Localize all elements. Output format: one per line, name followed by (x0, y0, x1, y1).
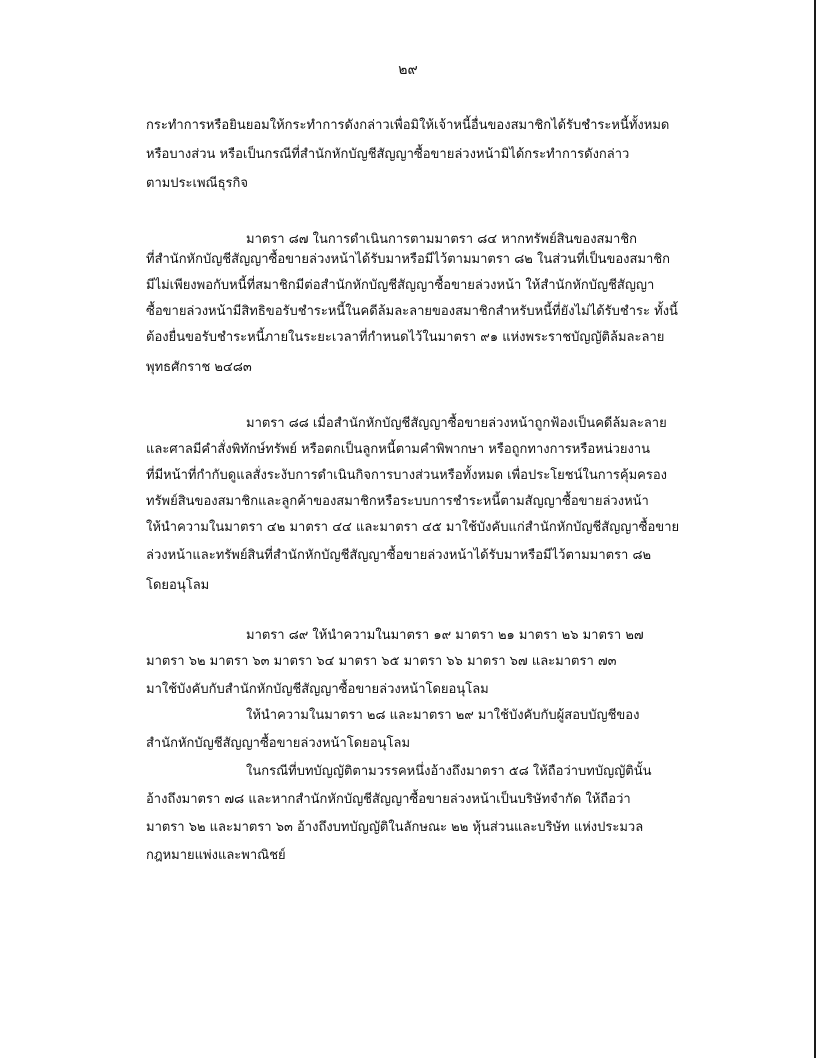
text-line: กฎหมายแพ่งและพาณิชย์ (146, 848, 286, 863)
text-line: ซื้อขายล่วงหน้ามีสิทธิขอรับชำระหนี้ในคดีล้มละลายของสมาชิกสำหรับหนี้ที่ยังไม่ได้รับชำระ ทั้งนี้ (146, 304, 678, 319)
text-line: มาตรา ๖๒ และมาตรา ๖๓ อ้างถึงบทบัญญัติในลักษณะ ๒๒ หุ้นส่วนและบริษัท แห่งประมวล (146, 820, 644, 835)
text-line: มีไม่เพียงพอกับหนี้ที่สมาชิกมีต่อสำนักหักบัญชีสัญญาซื้อขายล่วงหน้า ให้สำนักหักบัญชีสัญญา (146, 278, 655, 293)
text-line: ในกรณีที่บทบัญญัติตามวรรคหนึ่งอ้างถึงมาตรา ๕๘ ให้ถือว่าบทบัญญัตินั้น (246, 764, 652, 779)
text-line: มาตรา ๘๘ เมื่อสำนักหักบัญชีสัญญาซื้อขายล่วงหน้าถูกฟ้องเป็นคดีล้มละลาย (246, 416, 667, 431)
text-line: มาใช้บังคับกับสำนักหักบัญชีสัญญาซื้อขายล่วงหน้าโดยอนุโลม (146, 682, 489, 697)
page-number: ๒๙ (398, 62, 418, 78)
text-line: ให้นำความในมาตรา ๔๒ มาตรา ๔๔ และมาตรา ๔๕ มาใช้บังคับแก่สำนักหักบัญชีสัญญาซื้อขาย (146, 520, 680, 535)
text-line: มาตรา ๘๙ ให้นำความในมาตรา ๑๙ มาตรา ๒๑ มาตรา ๒๖ มาตรา ๒๗ (246, 628, 644, 643)
text-line: หรือบางส่วน หรือเป็นกรณีที่สำนักหักบัญชีสัญญาซื้อขายล่วงหน้ามิได้กระทำการดังกล่าว (146, 147, 630, 162)
text-line: อ้างถึงมาตรา ๗๘ และหากสำนักหักบัญชีสัญญาซื้อขายล่วงหน้าเป็นบริษัทจำกัด ให้ถือว่า (146, 792, 631, 807)
text-line: สำนักหักบัญชีสัญญาซื้อขายล่วงหน้าโดยอนุโลม (146, 736, 411, 751)
text-line: ที่สำนักหักบัญชีสัญญาซื้อขายล่วงหน้าได้รับมาหรือมีไว้ตามมาตรา ๘๒ ในส่วนที่เป็นของสมาชิก (146, 252, 671, 267)
text-line: และศาลมีคำสั่งพิทักษ์ทรัพย์ หรือตกเป็นลูกหนี้ตามคำพิพากษา หรือถูกทางการหรือหน่วยงาน (146, 442, 651, 457)
text-line: มาตรา ๘๗ ในการดำเนินการตามมาตรา ๘๔ หากทรัพย์สินของสมาชิก (246, 232, 638, 247)
text-line: กระทำการหรือยินยอมให้กระทำการดังกล่าวเพื่อมิให้เจ้าหนี้อื่นของสมาชิกได้รับชำระหนี้ทั้งหมด (146, 118, 670, 133)
text-line: ต้องยื่นขอรับชำระหนี้ภายในระยะเวลาที่กำหนดไว้ในมาตรา ๙๑ แห่งพระราชบัญญัติล้มละลาย (146, 330, 665, 345)
text-line: ที่มีหน้าที่กำกับดูแลสั่งระงับการดำเนินกิจการบางส่วนหรือทั้งหมด เพื่อประโยชน์ในการคุ้มครอง (146, 468, 667, 483)
text-line: มาตรา ๖๒ มาตรา ๖๓ มาตรา ๖๔ มาตรา ๖๕ มาตรา ๖๖ มาตรา ๖๗ และมาตรา ๗๓ (146, 654, 617, 669)
text-line: โดยอนุโลม (146, 578, 210, 593)
text-line: ให้นำความในมาตรา ๒๘ และมาตรา ๒๙ มาใช้บังคับกับผู้สอบบัญชีของ (246, 708, 640, 723)
text-line: พุทธศักราช ๒๔๘๓ (146, 360, 252, 375)
text-line: ทรัพย์สินของสมาชิกและลูกค้าของสมาชิกหรือระบบการชำระหนี้ตามสัญญาซื้อขายล่วงหน้า (146, 494, 649, 509)
text-line: ตามประเพณีธุรกิจ (146, 176, 249, 191)
text-line: ล่วงหน้าและทรัพย์สินที่สำนักหักบัญชีสัญญาซื้อขายล่วงหน้าได้รับมาหรือมีไว้ตามมาตรา ๘๒ (146, 548, 652, 563)
